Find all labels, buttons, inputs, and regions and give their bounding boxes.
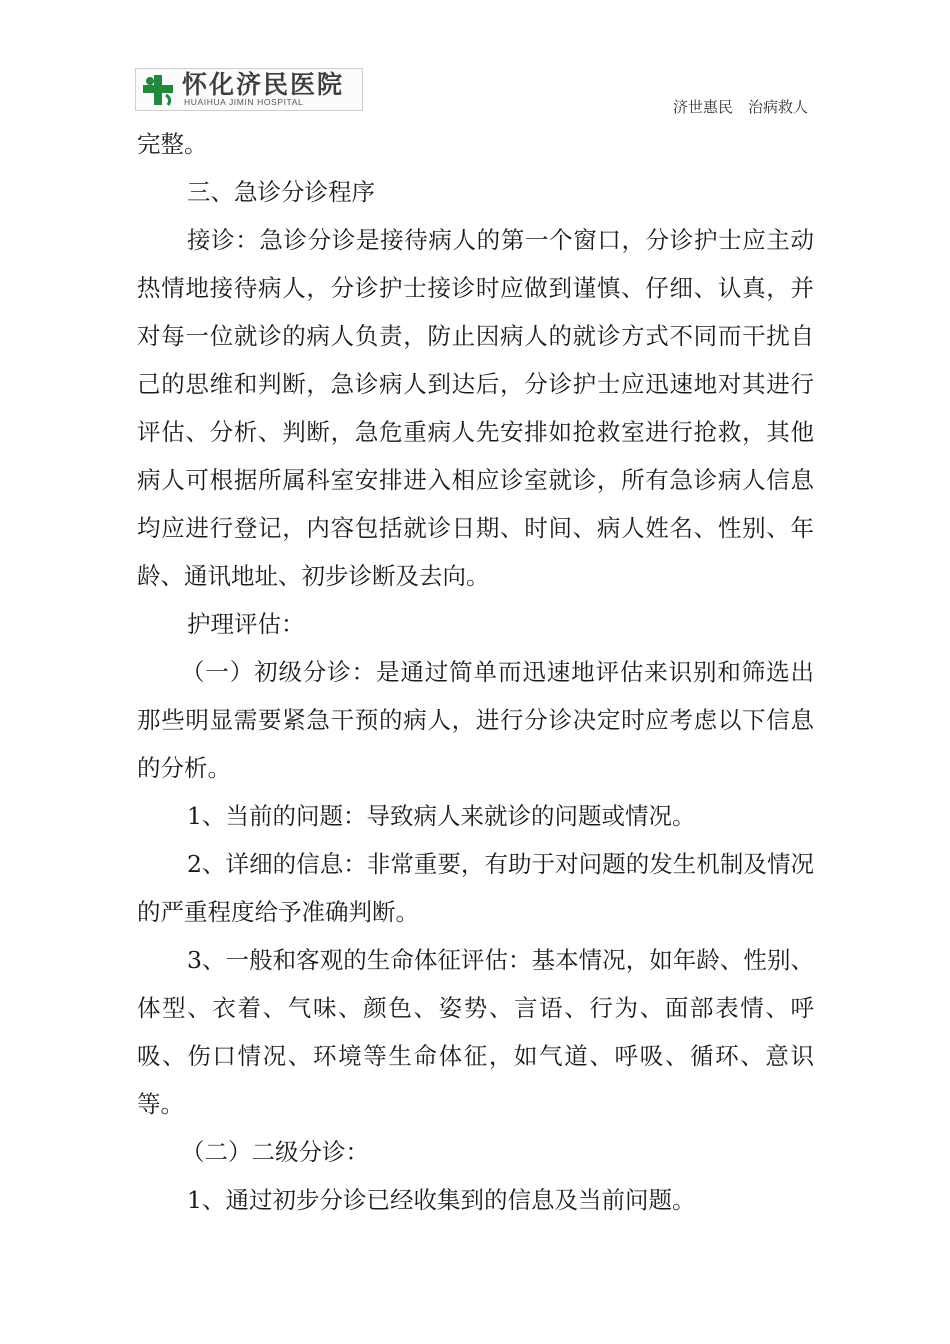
medical-cross-icon xyxy=(140,73,176,107)
list-item-vital-signs: 3、一般和客观的生命体征评估：基本情况，如年龄、性别、体型、衣着、气味、颜色、姿势、言语、行为、面部表情、呼吸、伤口情况、环境等生命体征，如气道、呼吸、循环、意识等。 xyxy=(137,946,814,1118)
subheading-nursing-assessment: 护理评估： xyxy=(187,610,305,638)
section-heading: 三、急诊分诊程序 xyxy=(187,178,375,206)
list-item-collected-info: 1、通过初步分诊已经收集到的信息及当前问题。 xyxy=(187,1186,696,1214)
logo-chinese-name: 怀化济民医院 xyxy=(182,70,345,99)
page-header xyxy=(0,0,950,120)
paragraph-reception: 接诊：急诊分诊是接待病人的第一个窗口，分诊护士应主动热情地接待病人，分诊护士接诊时应做到谨慎、仔细、认真，并对每一位就诊的病人负责，防止因病人的就诊方式不同而干扰自己的思维和判断，急诊病人到达后，分诊护士应迅速地对其进行评估、分析、判断，急危重病人先安排如抢救室进行抢救，其他病人可根据所属科室安排进入相应诊室就诊，所有急诊病人信息均应进行登记，内容包括就诊日期、时间、病人姓名、性别、年龄、通讯地址、初步诊断及去向。 xyxy=(137,226,814,590)
subheading-secondary-triage: （二）二级分诊： xyxy=(181,1138,369,1166)
paragraph-continuation: 完整。 xyxy=(137,130,208,158)
logo-english-name: HUAIHUA JIMIN HOSPITAL xyxy=(184,97,304,107)
list-item-detailed-info: 2、详细的信息：非常重要，有助于对问题的发生机制及情况的严重程度给予准确判断。 xyxy=(137,850,814,926)
list-item-current-problem: 1、当前的问题：导致病人来就诊的问题或情况。 xyxy=(187,802,696,830)
hospital-logo xyxy=(135,68,363,111)
header-motto: 济世惠民 治病救人 xyxy=(672,98,808,116)
paragraph-primary-triage: （一）初级分诊：是通过简单而迅速地评估来识别和筛选出那些明显需要紧急干预的病人，进行分诊决定时应考虑以下信息的分析。 xyxy=(137,658,814,782)
document-body xyxy=(137,120,814,1224)
